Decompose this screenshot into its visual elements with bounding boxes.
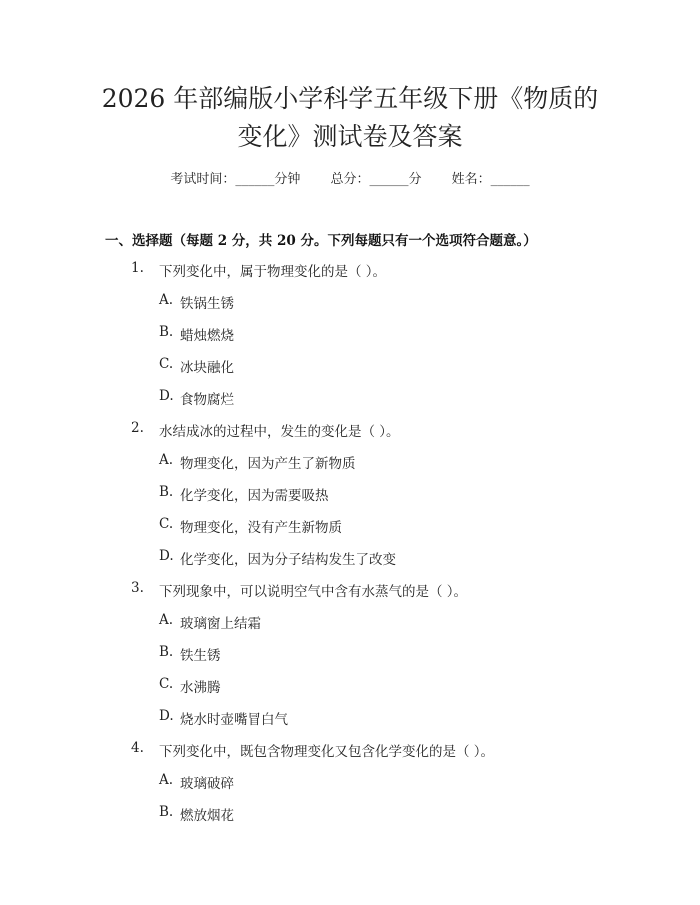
question-number: 1. bbox=[131, 260, 144, 276]
option-letter: B. bbox=[159, 804, 174, 820]
option-letter: A. bbox=[159, 612, 174, 628]
question-text: 下列现象中，可以说明空气中含有水蒸气的是（ ）。 bbox=[159, 584, 468, 600]
option-text: 铁生锈 bbox=[180, 648, 221, 664]
option-text: 玻璃窗上结霜 bbox=[180, 616, 261, 632]
option-letter: B. bbox=[159, 484, 174, 500]
option-text: 物理变化，因为产生了新物质 bbox=[180, 456, 356, 472]
option-letter: C. bbox=[159, 356, 174, 372]
question-text: 水结成冰的过程中，发生的变化是（ ）。 bbox=[159, 424, 400, 440]
option-text: 物理变化，没有产生新物质 bbox=[180, 520, 342, 536]
option-letter: B. bbox=[159, 324, 174, 340]
exam-name: 姓名：______ bbox=[451, 172, 530, 187]
option-text: 铁锅生锈 bbox=[180, 296, 234, 312]
question-text: 下列变化中，既包含物理变化又包含化学变化的是（ ）。 bbox=[159, 744, 495, 760]
option-text: 燃放烟花 bbox=[180, 808, 234, 824]
option-letter: C. bbox=[159, 676, 174, 692]
option-letter: D. bbox=[159, 548, 174, 564]
page-title bbox=[60, 80, 640, 156]
option-text: 水沸腾 bbox=[180, 680, 221, 696]
option-text: 玻璃破碎 bbox=[180, 776, 234, 792]
option-text: 烧水时壶嘴冒白气 bbox=[180, 712, 288, 728]
option-letter: A. bbox=[159, 772, 174, 788]
option-text: 食物腐烂 bbox=[180, 392, 234, 408]
option-letter: A. bbox=[159, 452, 174, 468]
question-text: 下列变化中，属于物理变化的是（ ）。 bbox=[159, 264, 387, 280]
option-text: 化学变化，因为需要吸热 bbox=[180, 488, 329, 504]
option-letter: B. bbox=[159, 644, 174, 660]
option-text: 化学变化，因为分子结构发生了改变 bbox=[180, 552, 396, 568]
question-number: 2. bbox=[131, 420, 144, 436]
title-line-1: 2026 年部编版小学科学五年级下册《物质的 bbox=[101, 84, 599, 113]
option-letter: C. bbox=[159, 516, 174, 532]
exam-time: 考试时间：______分钟 bbox=[170, 172, 301, 187]
exam-score: 总分：______分 bbox=[330, 172, 422, 187]
exam-info bbox=[0, 168, 700, 187]
option-text: 冰块融化 bbox=[180, 360, 234, 376]
option-letter: D. bbox=[159, 388, 174, 404]
option-letter: A. bbox=[159, 292, 174, 308]
option-text: 蜡烛燃烧 bbox=[180, 328, 234, 344]
question-number: 4. bbox=[131, 740, 144, 756]
option-letter: D. bbox=[159, 708, 174, 724]
question-number: 3. bbox=[131, 580, 144, 596]
title-line-2: 变化》测试卷及答案 bbox=[237, 122, 463, 151]
section-heading: 一、选择题（每题 2 分，共 20 分。下列每题只有一个选项符合题意。） bbox=[105, 233, 537, 249]
